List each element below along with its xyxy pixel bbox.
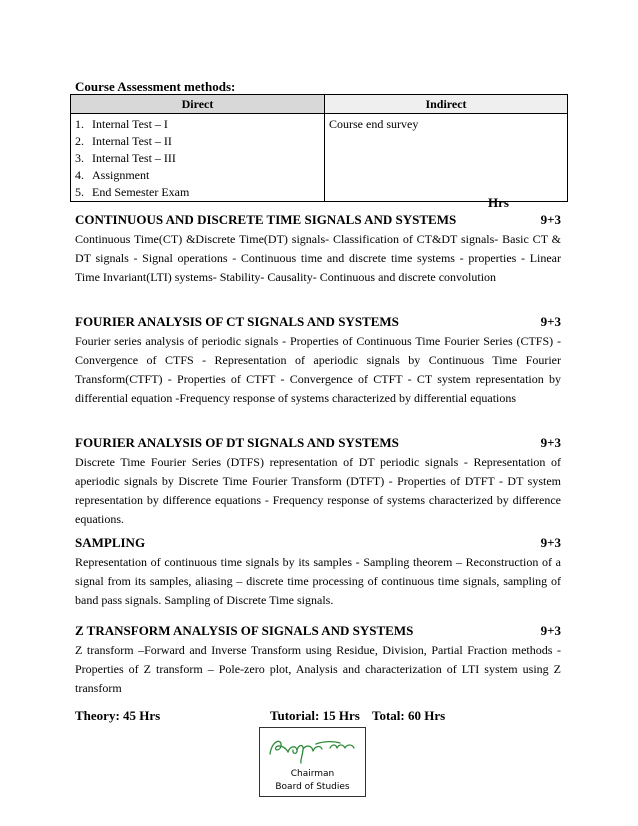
unit-section (75, 621, 561, 698)
list-item: 5. End Semester Exam (75, 185, 190, 199)
unit-hours: 9+3 (540, 314, 561, 329)
unit-section (75, 312, 561, 408)
theory-hours: Theory: 45 Hrs (75, 708, 161, 723)
unit-hours: 9+3 (540, 435, 561, 450)
unit-description: Fourier series analysis of periodic signals - Properties of Continuous Time Fourier Series (CTFS) - Convergence of CTFS - Representation of aperiodic signals by Continuous Time Fourier Transform(CTFT) - Properties of CTFT - Convergence of CTFT - CT system representation by differential equation -Frequency response of systems characterized by differential equations (75, 334, 561, 405)
direct-header: Direct (71, 95, 325, 114)
indirect-item: Course end survey (329, 117, 419, 131)
unit-section (75, 433, 561, 529)
indirect-cell (325, 114, 568, 202)
signature-image (266, 732, 360, 764)
signature-board: Board of Studies (275, 782, 350, 792)
total-hours: Total: 60 Hrs (372, 708, 446, 723)
list-item: 2. Internal Test – II (75, 134, 172, 148)
signature-strokes (270, 741, 354, 763)
signature-box (259, 727, 366, 797)
unit-title: Z TRANSFORM ANALYSIS OF SIGNALS AND SYSTEMS (75, 623, 414, 638)
unit-title: FOURIER ANALYSIS OF CT SIGNALS AND SYSTEMS (75, 314, 399, 329)
list-item: 3. Internal Test – III (75, 151, 176, 165)
indirect-header: Indirect (325, 95, 568, 114)
unit-description: Z transform –Forward and Inverse Transform using Residue, Division, Partial Fraction methods - Properties of Z transform – Pole-zero plot, Analysis and characterization of LTI system using Z transform (75, 643, 561, 695)
direct-list (75, 116, 320, 201)
direct-cell (71, 114, 325, 202)
hours-totals (75, 708, 475, 726)
unit-title: SAMPLING (75, 535, 146, 550)
tutorial-hours: Tutorial: 15 Hrs (270, 708, 360, 723)
assessment-table (70, 94, 568, 202)
unit-title: CONTINUOUS AND DISCRETE TIME SIGNALS AND SYSTEMS (75, 212, 457, 227)
unit-hours: 9+3 (540, 212, 561, 227)
signature-title: Chairman (290, 769, 335, 779)
unit-hours: 9+3 (540, 535, 561, 550)
list-item: 1. Internal Test – I (75, 117, 168, 131)
unit-description: Representation of continuous time signals by its samples - Sampling theorem – Reconstruction of a signal from its samples, aliasing – discrete time processing of continuous time signals, sampling of band pass signals. Sampling of Discrete Time signals. (75, 555, 561, 607)
unit-description: Continuous Time(CT) &Discrete Time(DT) signals- Classification of CT&DT signals- Basic CT & DT signals - Signal operations - Continuous time and discrete time systems - properties - Linear Time Invariant(LTI) systems- Stability- Causality- Continuous and discrete convolution (75, 232, 561, 284)
unit-section (75, 533, 561, 610)
unit-hours: 9+3 (540, 623, 561, 638)
assessment-title: Course Assessment methods: (75, 79, 236, 94)
unit-description: Discrete Time Fourier Series (DTFS) representation of DT periodic signals - Representation of aperiodic signals by Discrete Time Fourier Transform (DTFT) - Properties of DTFT - DT system representation by difference equations - Frequency response of systems characterized by difference equations. (75, 455, 561, 526)
hours-column-header: Hrs (488, 195, 509, 210)
unit-title: FOURIER ANALYSIS OF DT SIGNALS AND SYSTEMS (75, 435, 399, 450)
unit-section (75, 210, 561, 287)
list-item: 4. Assignment (75, 168, 150, 182)
